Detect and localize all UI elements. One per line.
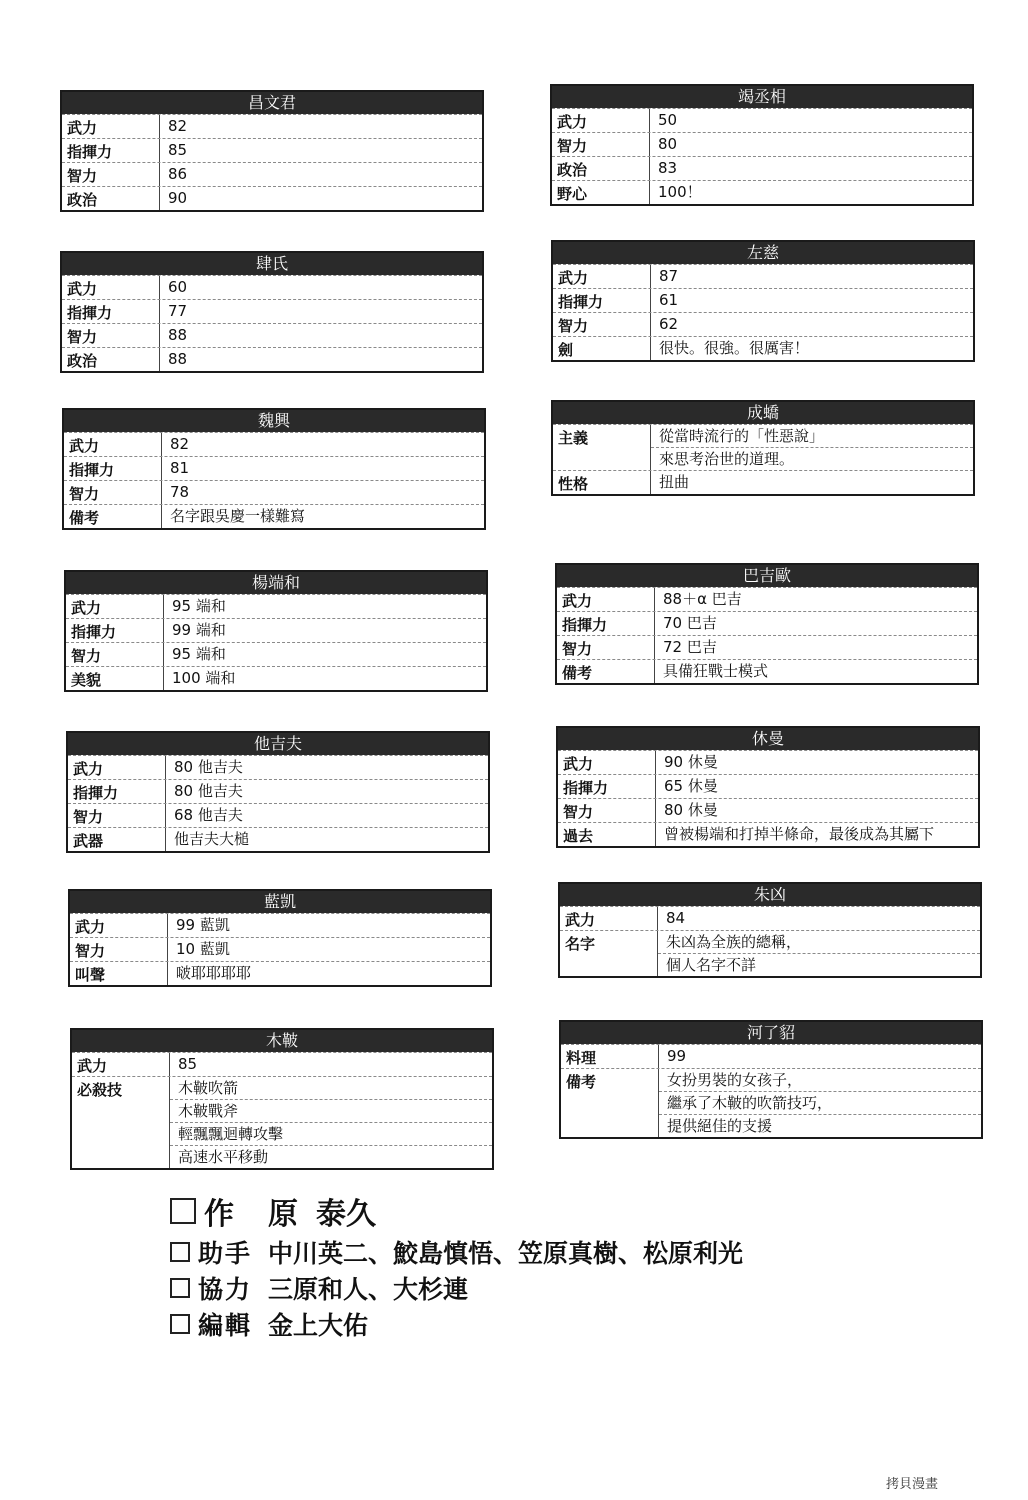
stat-card [555,563,979,685]
stat-value: 具備狂戰士模式 [663,662,769,680]
stat-row [553,470,973,494]
stat-row [552,108,972,132]
credit-names: 泰久 [316,1197,376,1232]
stat-label: 劍 [553,337,651,360]
card-title: 朱凶 [560,884,980,906]
stat-card [60,90,484,212]
stat-value: 88 [168,350,188,368]
stat-value: 95 端和 [172,645,226,663]
stat-label: 武力 [70,914,168,937]
stat-label: 智力 [553,313,651,336]
stat-row [552,156,972,180]
stat-label: 備考 [557,660,655,683]
stat-values [655,660,977,683]
stat-value: 繼承了木鞁的吹箭技巧， [659,1091,981,1114]
stat-row [66,642,486,666]
stat-row [553,336,973,360]
stat-values [160,276,482,299]
stat-row [62,299,482,323]
stat-row [62,138,482,162]
stat-label: 美貌 [66,667,164,690]
stat-label: 智力 [557,636,655,659]
checkbox-square-icon [170,1314,190,1334]
stat-row [64,432,484,456]
card-title: 休曼 [558,728,978,750]
stat-value: 90 休曼 [664,753,718,771]
stat-row [560,906,980,930]
stat-label: 武力 [66,595,164,618]
stat-label: 智力 [558,799,656,822]
stat-label: 武力 [557,588,655,611]
checkbox-square-icon [170,1242,190,1262]
stat-values [170,1053,492,1076]
stat-value: 82 [168,117,188,135]
stat-label: 指揮力 [553,289,651,312]
stat-values [656,799,978,822]
stat-value: 88 [168,326,188,344]
stat-values [168,938,490,961]
stat-values [650,157,972,180]
stat-row [561,1068,981,1137]
stat-value: 60 [168,278,188,296]
stat-label: 政治 [62,187,160,210]
stat-value: 61 [659,291,679,309]
stat-values [160,300,482,323]
stat-values [656,823,978,846]
stat-values [659,1069,981,1137]
stat-values [650,133,972,156]
stat-label: 名字 [560,931,658,976]
stat-value: 曾被楊端和打掉半條命，最後成為其屬下 [664,825,935,843]
stat-card [551,240,975,362]
stat-label: 指揮力 [558,775,656,798]
card-title: 魏興 [64,410,484,432]
card-title: 肆氏 [62,253,482,275]
stat-values [655,588,977,611]
stat-value: 81 [170,459,190,477]
stat-values [655,636,977,659]
stat-card [60,251,484,373]
stat-values [160,139,482,162]
stat-value: 77 [168,302,188,320]
stat-value: 輕飄飄迴轉攻擊 [170,1122,492,1145]
stat-values [162,481,484,504]
stat-value: 80 休曼 [664,801,718,819]
stat-values [650,181,972,204]
card-title: 巴吉歐 [557,565,977,587]
stat-value: 很快。很強。很厲害！ [659,339,810,357]
stat-row [62,114,482,138]
stat-values [651,471,973,494]
stat-row [553,424,973,470]
stat-value: 80 他吉夫 [174,758,243,776]
stat-values [160,324,482,347]
stat-values [658,907,980,930]
stat-values [655,612,977,635]
stat-row [68,779,488,803]
stat-values [166,828,488,851]
stat-value: 木鞁戰斧 [170,1099,492,1122]
stat-label: 武力 [62,115,160,138]
stat-row [70,913,490,937]
stat-row [62,162,482,186]
stat-values [160,348,482,371]
stat-label: 武力 [68,756,166,779]
stat-row [553,288,973,312]
stat-row [552,132,972,156]
stat-values [168,914,490,937]
credit-line [170,1270,743,1306]
stat-label: 武力 [552,109,650,132]
stat-value: 86 [168,165,188,183]
stat-card [558,882,982,978]
stat-label: 智力 [62,324,160,347]
stat-value: 85 [168,141,188,159]
stat-values [166,756,488,779]
stat-label: 武器 [68,828,166,851]
credit-line [170,1234,743,1270]
stat-label: 備考 [561,1069,659,1137]
stat-values [656,775,978,798]
stat-label: 智力 [68,804,166,827]
stat-row [62,323,482,347]
stat-values [164,619,486,642]
card-title: 成蟜 [553,402,973,424]
stat-value: 從當時流行的「性惡說」 [659,427,825,445]
credit-role: 作 原 [204,1197,300,1232]
card-title: 左慈 [553,242,973,264]
stat-label: 武力 [72,1053,170,1076]
stat-row [64,456,484,480]
stat-label: 指揮力 [557,612,655,635]
credit-role: 編輯 [198,1311,253,1340]
stat-row [557,611,977,635]
credit-role: 協力 [198,1275,253,1304]
stat-card [64,570,488,692]
stat-label: 指揮力 [62,300,160,323]
stat-card [559,1020,983,1139]
stat-value: 來思考治世的道理。 [651,447,973,470]
credit-names: 中川英二、鮫島慎悟、笠原真樹、松原利光 [268,1239,744,1268]
credit-line [170,1188,743,1234]
stat-value: 88＋α 巴吉 [663,590,742,608]
stat-row [68,803,488,827]
stat-row [66,618,486,642]
stat-label: 指揮力 [68,780,166,803]
stat-values [166,780,488,803]
stat-values [166,804,488,827]
stat-label: 智力 [64,481,162,504]
stat-row [70,937,490,961]
credit-role: 助手 [198,1239,253,1268]
stat-card [556,726,980,848]
stat-value: 10 藍凱 [176,940,230,958]
stat-card [66,731,490,853]
stat-label: 智力 [62,163,160,186]
stat-label: 武力 [553,265,651,288]
stat-values [651,337,973,360]
stat-row [552,180,972,204]
stat-values [162,457,484,480]
stat-row [62,186,482,210]
stat-row [553,264,973,288]
stat-values [162,505,484,528]
stat-value: 83 [658,159,678,177]
stat-value: 高速水平移動 [170,1145,492,1168]
stat-card [62,408,486,530]
stat-row [68,827,488,851]
stat-row [68,755,488,779]
stat-values [659,1045,981,1068]
stat-value: 扭曲 [659,473,690,491]
stat-values [164,595,486,618]
stat-label: 必殺技 [72,1077,170,1168]
card-title: 昌文君 [62,92,482,114]
card-title: 楊端和 [66,572,486,594]
stat-values [160,115,482,138]
stat-label: 武力 [62,276,160,299]
stat-value: 女扮男裝的女孩子， [667,1071,803,1089]
stat-value: 80 [658,135,678,153]
stat-values [651,313,973,336]
stat-value: 85 [178,1055,198,1073]
stat-values [656,751,978,774]
stat-values [650,109,972,132]
stat-value: 70 巴吉 [663,614,717,632]
card-title: 河了貂 [561,1022,981,1044]
stat-value: 個人名字不詳 [658,953,980,976]
checkbox-square-icon [170,1198,196,1224]
stat-label: 智力 [552,133,650,156]
stat-row [64,480,484,504]
stat-value: 提供絕佳的支援 [659,1114,981,1137]
stat-value: 名字跟吳慶一樣難寫 [170,507,306,525]
stat-card [551,400,975,496]
stat-label: 武力 [558,751,656,774]
stat-value: 90 [168,189,188,207]
stat-value: 100 端和 [172,669,236,687]
stat-label: 政治 [552,157,650,180]
stat-row [558,750,978,774]
credits-section [170,1188,743,1342]
stat-value: 87 [659,267,679,285]
stat-value: 78 [170,483,190,501]
stat-label: 指揮力 [62,139,160,162]
stat-value: 62 [659,315,679,333]
stat-row [72,1076,492,1168]
stat-value: 80 他吉夫 [174,782,243,800]
stat-row [62,347,482,371]
checkbox-square-icon [170,1278,190,1298]
stat-value: 朱凶為全族的總稱， [666,933,802,951]
stat-value: 99 [667,1047,687,1065]
stat-values [160,163,482,186]
stat-value: 啵耶耶耶耶 [176,964,252,982]
stat-value: 50 [658,111,678,129]
stat-label: 武力 [560,907,658,930]
stat-row [561,1044,981,1068]
stat-value: 99 端和 [172,621,226,639]
stat-values [164,643,486,666]
stat-values [651,265,973,288]
stat-card [68,889,492,987]
stat-value: 84 [666,909,686,927]
stat-row [62,275,482,299]
stat-label: 智力 [70,938,168,961]
stat-row [558,774,978,798]
stat-values [162,433,484,456]
stat-value: 95 端和 [172,597,226,615]
card-title: 木鞁 [72,1030,492,1052]
stat-row [558,822,978,846]
watermark: 拷貝漫畫 [885,1477,938,1492]
stat-value: 65 休曼 [664,777,718,795]
stat-values [168,962,490,985]
stat-label: 智力 [66,643,164,666]
stat-values [160,187,482,210]
stat-values [651,289,973,312]
stat-label: 料理 [561,1045,659,1068]
stat-label: 政治 [62,348,160,371]
stat-label: 過去 [558,823,656,846]
stat-value: 82 [170,435,190,453]
stat-value: 100！ [658,183,702,201]
stat-row [72,1052,492,1076]
stat-label: 主義 [553,425,651,470]
stat-row [558,798,978,822]
stat-card [550,84,974,206]
card-title: 藍凱 [70,891,490,913]
stat-row [557,635,977,659]
stat-label: 備考 [64,505,162,528]
stat-row [557,659,977,683]
card-title: 竭丞相 [552,86,972,108]
stat-values [164,667,486,690]
stat-label: 指揮力 [64,457,162,480]
stat-values [170,1077,492,1168]
stat-row [557,587,977,611]
stat-label: 野心 [552,181,650,204]
credit-names: 三原和人、大杉連 [268,1275,469,1304]
stat-values [651,425,973,470]
stat-values [658,931,980,976]
stat-value: 他吉夫大槌 [174,830,250,848]
card-title: 他吉夫 [68,733,488,755]
credit-names: 金上大佑 [268,1311,369,1340]
stat-row [64,504,484,528]
credit-line [170,1306,743,1342]
stat-row [66,666,486,690]
stat-label: 武力 [64,433,162,456]
stat-row [66,594,486,618]
stat-row [560,930,980,976]
stat-value: 99 藍凱 [176,916,230,934]
stat-card [70,1028,494,1170]
stat-label: 叫聲 [70,962,168,985]
stat-value: 68 他吉夫 [174,806,243,824]
stat-row [553,312,973,336]
stat-label: 性格 [553,471,651,494]
stat-row [70,961,490,985]
stat-value: 木鞁吹箭 [178,1079,239,1097]
stat-label: 指揮力 [66,619,164,642]
stat-value: 72 巴吉 [663,638,717,656]
